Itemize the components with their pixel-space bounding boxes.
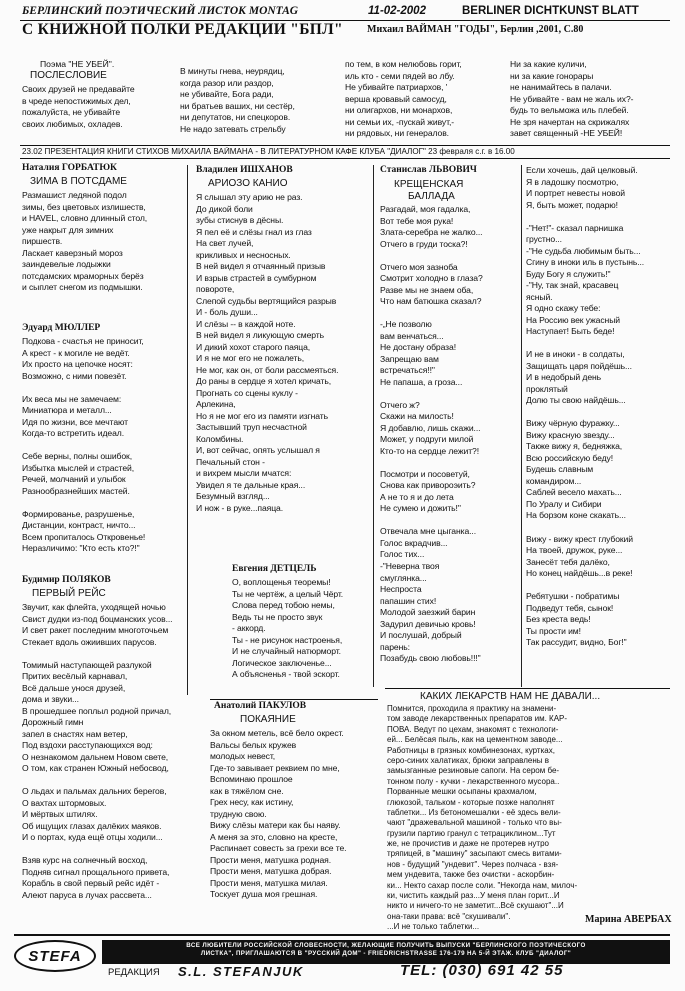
- announcement-rule-top: [20, 145, 670, 146]
- editor-label: РЕДАКЦИЯ: [108, 967, 160, 978]
- bookshelf-text-col1: Своих друзей не предавайте в чреде непостижимых дел, пожалуйста, не убивайте своих любимых, охладев.: [22, 84, 135, 129]
- poem-text-pervyi-reis: Звучит, как флейта, уходящей ночью Свист дудки из-под боцманских усов... И свет ракет последним многоточьем Стекает вдоль ожиивших парусов. Томимый наступающей разлукой Притих весёлый карнавал, Всё дальше унося друзей, дома и звуки... В прошедшее поплыл родной причал, Дорожный гимн запел в снастях нам ветер, Под вздохи расступающихся вод: О незнакомом дальнем Новом свете, О том, как странен Южный небосвод, О льдах и пальмах дальних берегов, О вахтах штормовых. И мёртвых штилях. Об ищущих глазах далёких маяков. И о портах, куда ещё отцы ходили... Взяв курс на солнечный восход, Подняв сигнал прощального привета, Корабль в свой первый рейс идёт - Алеют паруса в лучах рассвета...: [22, 602, 173, 900]
- poem-text-ballada-continued: Если хочешь, дай целковый. Я в ладошку посмотрю, И портрет невесты новой Я, быть может, подарю! -"Нет!"- сказал парнишка грустно... -"Не судьба любимым быть... Сгину в иноки иль в пустынь... Буду Богу я служить!" -"Ну, так знай, красавец ясный. Я одно скажу тебе: На Россию век ужасный Наступает! Быть беде! И не в иноки - в солдаты, Защищать царя пойдёшь... И в недобрый день проклятый Долю ты свою найдёшь... Вижу чёрную фуражку... Вижу красную звезду... Также вижу я, бедняжка, Всю российскую беду! Будешь славным командиром... Саблей весело махать... По Уралу и Сибири На борзом коне скакать... Вижу - вижу крест глубокий На твоей, дружок, руке... Занесёт тебя далёко, Но конец найдёшь...в реке! Ребятушки - побратимы Подведут тебя, сынок! Без креста ведь! Ты прости им! Так рассудит, видно, Бог!": [526, 165, 645, 648]
- poem-text-detsel: О, воплощенья теоремы! Ты не чертёж, а целый Чёрт. Слова перед тобою немы, Ведь ты не просто звук - аккорд. Ты - не рисунок настроенья, И не случайный натюрморт. Логическое заключенье... А объясненья - твой эскорт.: [232, 577, 344, 680]
- issue-date: 11-02-2002: [368, 5, 426, 17]
- presentation-announcement: 23.02 ПРЕЗЕНТАЦИЯ КНИГИ СТИХОВ МИХАИЛА ВАЙМАНА - В ЛИТЕРАТУРНОМ КАФЕ КЛУБА "ДИАЛОГ" 23 февраля с.г. в 16.00: [22, 147, 515, 156]
- stefa-logo-text: STEFA: [28, 947, 82, 965]
- poem-text-ariozo: Я слышал эту арию не раз. До дикой боли зубы стиснув в дёсны. Я пел её и слёзы гнал из глаз На свет лучей, крикливых и несносных. В ней видел я отчаянный призыв И взрыв страстей в сумбурном повороте, Слепой судьбы вертящийся разрыв И - боль души... И слёзы -- в каждой ноте. В ней видел я ликующую смерть И дикий хохот старого паяца, И я не мог его не пожалеть, Не мог, как он, от боли рассмеяться. До раны в сердце я хотел кричать, Прогнать со сцены куклу - Арлекина, Но я не мог его из памяти изгнать Застывший труп несчастной Коломбины. И, вот сейчас, опять услышал я Печальный стон - и вихрем мысли мчатся: Увидел я те дальные края... Безумный взгляд... И нож - в руке...паяца.: [196, 192, 339, 513]
- poem-text-pokayanie: За окном метель, всё бело окрест. Вальсы белых кружев молодых невест, Где-то завывает реквием по мне, Вспоминаю прошлое как в тяжёлом сне. Грех несу, как истину, трудную свою. Вижу слёзы матери как бы наяву. А меня за это, словно на кресте, Распинает совесть за грехи все те. Прости меня, матушка родная. Прости меня, матушка добрая. Прости меня, матушка милая. Тоскует душа моя грешная.: [210, 728, 347, 900]
- author-polyakov: Будимир ПОЛЯКОВ: [22, 575, 111, 585]
- bookshelf-text-col3: по тем, в ком нелюбовь горит, иль кто - семи пядей во лбу. Не убивайте патриархов, ' верша кровавый самосуд, ни олигархов, ни монархов, ни семьи их, -пускай живут,- ни рядовых, ни генералов.: [345, 59, 462, 139]
- book-author-line: Михаил ВАЙМАН "ГОДЫ", Берлин ,2001, С.80: [367, 24, 584, 35]
- pakulov-rule: [210, 699, 378, 700]
- prose-rule-top: [385, 688, 670, 689]
- author-muller: Эдуард МЮЛЛЕР: [22, 323, 101, 333]
- afterword-label: ПОСЛЕСЛОВИЕ: [30, 70, 107, 81]
- section-title-bookshelf: С КНИЖНОЙ ПОЛКИ РЕДАКЦИИ "БПЛ": [22, 21, 343, 38]
- author-ishkhanov: Владилен ИШХАНОВ: [196, 165, 293, 175]
- poem-label: Поэма "НЕ УБЕЙ".: [40, 59, 115, 69]
- bookshelf-text-col4: Ни за какие куличи, ни за какие гонорары не нанимайтесь в палачи. Не убивайте - вам не жаль их?- будь то вельможа иль плебей. Не зря начертан на скрижалях завет священный -НЕ УБЕЙ!: [510, 59, 634, 139]
- poem-title-kreshchenskaya: КРЕЩЕНСКАЯ: [394, 179, 464, 190]
- author-gorbatyuk: Наталия ГОРБАТЮК: [22, 163, 117, 173]
- poem-text-zima: Размашист ледяной подол зимы, без цветовых излишеств, и HAVEL, словно длинный стол, уже накрыт для зимних пиршеств. Ласкает каверзный мороз заиндевелые лодыжки потсдамских мраморных берёз и сыплет снегом из подмышки.: [22, 190, 148, 293]
- prose-author: Марина АВЕРБАХ: [585, 914, 672, 925]
- poem-text-muller: Подкова - счастья не приносит, А крест - к могиле не ведёт. Их просто на цепочке носят: Возможно, с ними повезёт. Их веса мы не замечаем: Миниатюра и металл... Идя по жизни, все мечтают Когда-то встретить идеал. Себе верны, полны ошибок, Избытка мыслей и страстей, Речей, молчаний и улыбок Разнообразнейших мастей. Формированье, разрушенье, Дистанции, контраст, ничто... Всем пропиталось Откровенье! Неразличимо: "Кто есть кто?!": [22, 336, 146, 554]
- masthead-title-de: BERLINER DICHTKUNST BLATT: [462, 5, 639, 17]
- announcement-rule-bottom: [20, 158, 670, 159]
- author-detsel: Евгения ДЕТЦЕЛЬ: [232, 564, 317, 574]
- bookshelf-text-col2: В минуты гнева, неурядиц, когда разор или раздор, не убивайте, Бога ради, ни братьев ваших, ни сестёр, ни депутатов, ни спецкоров. Не надо затевать стрельбу: [180, 66, 295, 134]
- masthead-title-ru: БЕРЛИНСКИЙ ПОЭТИЧЕСКИЙ ЛИСТОК MONTAG: [22, 5, 299, 17]
- footer-banner-text: ВСЕ ЛЮБИТЕЛИ РОССИЙСКОЙ СЛОВЕСНОСТИ, ЖЕЛАЮЩИЕ ПОЛУЧИТЬ ВЫПУСКИ "БЕРЛИНСКОГО ПОЭТИЧЕСКОГО ЛИСТКА", ПРИГЛАШАЮТСЯ В "РУССКИЙ ДОМ" - FRIEDRICHSTRASSE 176-179 НА 5-Й ЭТАЖ. КЛУБ "ДИАЛОГ": [186, 942, 586, 957]
- poem-title-pervyi-reis: ПЕРВЫЙ РЕЙС: [32, 588, 106, 599]
- poem-title-zima: ЗИМА В ПОТСДАМЕ: [30, 176, 127, 187]
- editor-name: S.L. STEFANJUK: [178, 964, 304, 979]
- prose-text: Помнится, проходила я практику на знамени- том заводе лекарственных препаратов им. КАР- ПОВА. Ведут по цехам, знакомят с технологи- ей... Белёсая пыль, как на цементном заводе... Работницы в грязных комбинезонах, куртках, серо-синих халатиках, брюки заправлены в замызганные резиновые сапоги. На сером бе- тонном полу - кучки - лекарственного мусора.. Порванные мешки осыпаны крахмалом, глюкозой, тальком - которые позже наполнят таблетки... Из бетономешалки - её здесь вели- чают "дражевальной машиной - только что вы- грузили партию гранул с тетрациклином...Тут же, не прочистив и даже не протерев нутро тряпицей, в "машину" засыпают смесь витами- нов - будущий "ундевит". Через полчаса - взя- мем ундевита, также без очистки - аскорбин- ки... Некто сахар после соли. "Некогда нам, милоч- ки, чистить каждый раз...У меня план горит...И никто и ничего-то не заметит...Всё скушают"...И она-таки права: всё "скушивали". ...И не только таблетки...: [387, 704, 578, 932]
- author-pakulov: Анатолий ПАКУЛОВ: [214, 701, 307, 711]
- prose-title: КАКИХ ЛЕКАРСТВ НАМ НЕ ДАВАЛИ...: [420, 691, 601, 702]
- poem-title-pokayanie: ПОКАЯНИЕ: [240, 714, 296, 725]
- stefa-logo: [14, 940, 96, 972]
- poem-text-ballada: Разгадай, моя гадалка, Вот тебе моя рука! Злата-серебра не жалко... Отчего в груди тоска?! Отчего моя зазноба Смотрит холодно в глаза? Разве мы не знаем оба, Что нам батюшка сказал? -„Не позволю вам венчаться... Не достану образа! Запрещаю вам встречаться!!" Не папаша, а гроза... Отчего ж? Скажи на милость! Я добавлю, лишь скажи... Может, у подруги милой Кто-то на сердце лежит?! Посмотри и посоветуй, Снова как привороэить? А не то я и до лета Не сумею и дожить!" Отвечала мне цыганка... Голос вкрадчив... Голос тих... -"Неверна твоя смуглянка... Неспроста папашин стих! Молодой заезжий барин Задурил девичью кровь! И послушай, добрый парень: Позабудь свою любовь!!!": [380, 204, 483, 664]
- telephone-number: TEL: (030) 691 42 55: [400, 962, 564, 979]
- footer-banner: [102, 940, 670, 964]
- poem-title-ballada: БАЛЛАДА: [408, 191, 455, 202]
- footer-rule: [14, 934, 670, 936]
- author-lvovich: Станислав ЛЬВОВИЧ: [380, 165, 477, 175]
- poem-title-ariozo: АРИОЗО КАНИО: [208, 178, 288, 189]
